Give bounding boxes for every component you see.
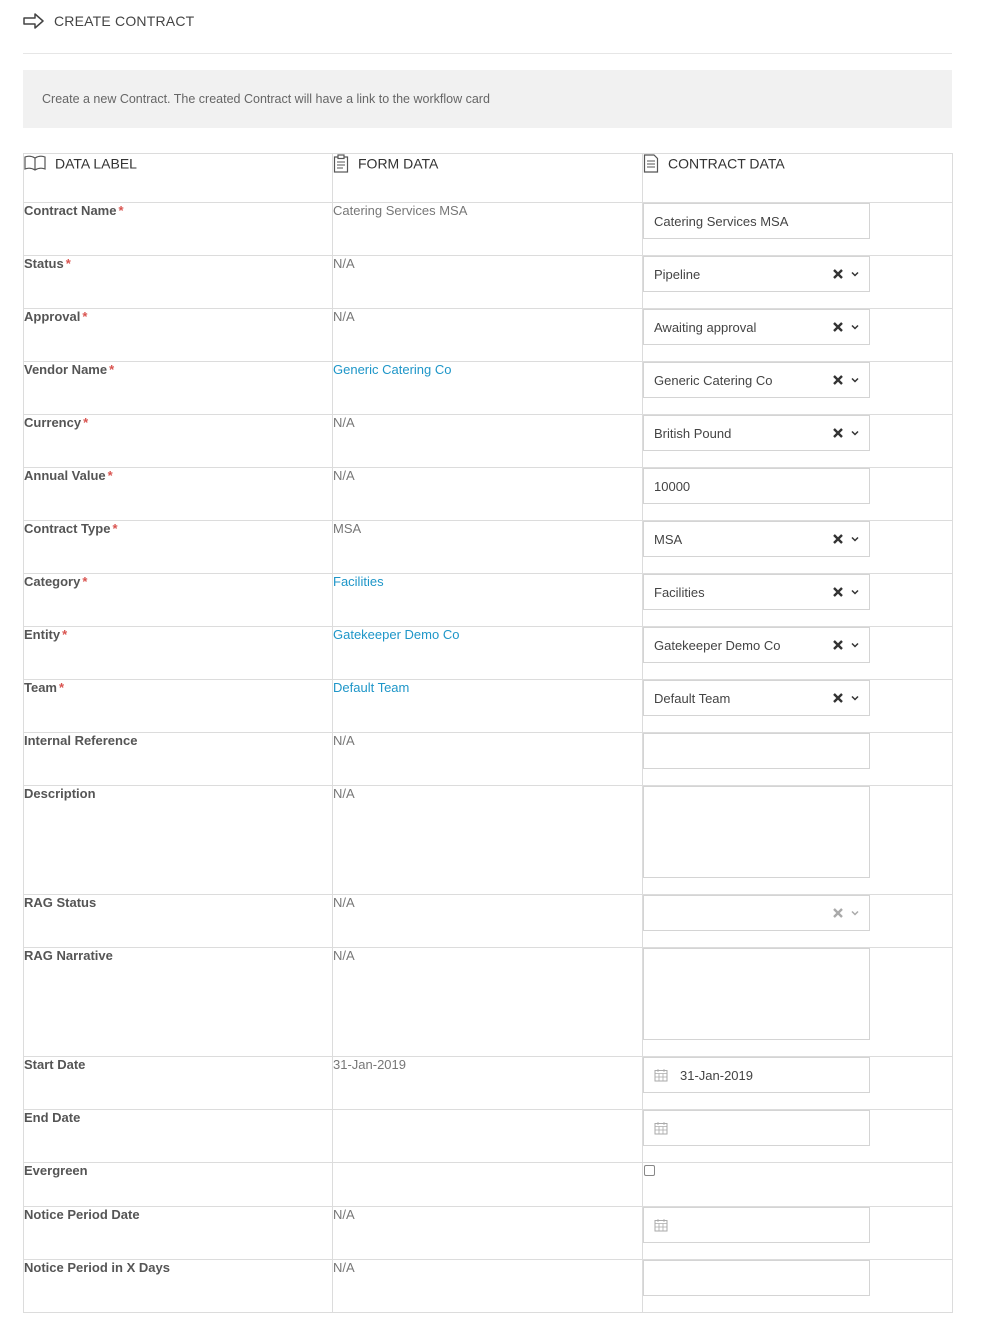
chevron-down-icon[interactable] — [850, 908, 860, 918]
required-mark: * — [107, 468, 113, 483]
notice-period-date-input[interactable] — [643, 1207, 870, 1243]
team-select[interactable]: Default Team — [643, 680, 870, 716]
field-label: Approval — [24, 309, 81, 324]
internal-reference-input[interactable] — [643, 733, 870, 769]
clear-icon[interactable] — [830, 584, 846, 600]
vendor-name-select[interactable]: Generic Catering Co — [643, 362, 870, 398]
field-label: Annual Value — [24, 468, 106, 483]
description-textarea[interactable] — [643, 786, 870, 878]
form-value: N/A — [333, 1260, 355, 1275]
form-value: N/A — [333, 256, 355, 271]
clear-icon[interactable] — [830, 319, 846, 335]
table-row — [24, 468, 953, 521]
clipboard-icon — [333, 154, 349, 173]
document-icon — [643, 154, 659, 173]
field-label: Notice Period Date — [24, 1207, 140, 1222]
form-value: N/A — [333, 415, 355, 430]
table-row — [24, 680, 953, 733]
status-select[interactable]: Pipeline — [643, 256, 870, 292]
table-row — [24, 627, 953, 680]
entity-link[interactable]: Gatekeeper Demo Co — [333, 627, 460, 642]
field-label: Category — [24, 574, 81, 589]
clear-icon[interactable] — [830, 637, 846, 653]
table-row — [24, 733, 953, 786]
form-value: MSA — [333, 521, 362, 536]
table-row — [24, 895, 953, 948]
required-mark: * — [62, 627, 68, 642]
vendor-link[interactable]: Generic Catering Co — [333, 362, 452, 377]
form-value: N/A — [333, 895, 355, 910]
header-data-label: DATA LABEL — [24, 154, 333, 203]
clear-icon[interactable] — [830, 372, 846, 388]
table-row — [24, 948, 953, 1057]
chevron-down-icon[interactable] — [850, 428, 860, 438]
table-row — [24, 203, 953, 256]
end-date-input[interactable] — [643, 1110, 870, 1146]
rag-status-select[interactable] — [643, 895, 870, 931]
approval-select[interactable]: Awaiting approval — [643, 309, 870, 345]
table-row — [24, 415, 953, 468]
currency-select[interactable]: British Pound — [643, 415, 870, 451]
required-mark: * — [109, 362, 115, 377]
evergreen-checkbox[interactable] — [644, 1165, 655, 1176]
rag-narrative-textarea[interactable] — [643, 948, 870, 1040]
field-label: Notice Period in X Days — [24, 1260, 170, 1275]
field-label: Internal Reference — [24, 733, 138, 748]
chevron-down-icon[interactable] — [850, 269, 860, 279]
table-row — [24, 786, 953, 895]
form-value: Catering Services MSA — [333, 203, 468, 218]
form-value: N/A — [333, 468, 355, 483]
table-row — [24, 1110, 953, 1163]
notice-period-days-input[interactable] — [643, 1260, 870, 1296]
field-label: Contract Type — [24, 521, 111, 536]
header-contract-data: CONTRACT DATA — [643, 154, 953, 203]
clear-icon[interactable] — [830, 905, 846, 921]
field-label: Description — [24, 786, 96, 801]
required-mark: * — [112, 521, 118, 536]
clear-icon[interactable] — [830, 425, 846, 441]
field-label: Entity — [24, 627, 61, 642]
start-date-input[interactable]: 31-Jan-2019 — [643, 1057, 870, 1093]
field-label: RAG Narrative — [24, 948, 113, 963]
chevron-down-icon[interactable] — [850, 534, 860, 544]
table-row — [24, 1163, 953, 1207]
calendar-icon[interactable] — [654, 1068, 668, 1082]
table-row — [24, 1260, 953, 1313]
info-banner: Create a new Contract. The created Contract will have a link to the workflow card — [23, 70, 952, 128]
category-link[interactable]: Facilities — [333, 574, 384, 589]
header-form-data: FORM DATA — [333, 154, 643, 203]
table-row — [24, 574, 953, 627]
page-header — [23, 0, 952, 54]
field-label: Evergreen — [24, 1163, 88, 1178]
form-value: 31-Jan-2019 — [333, 1057, 406, 1072]
calendar-icon[interactable] — [654, 1218, 668, 1232]
arrow-right-icon — [23, 13, 45, 29]
annual-value-input[interactable]: 10000 — [643, 468, 870, 504]
required-mark: * — [83, 415, 89, 430]
field-label: Vendor Name — [24, 362, 108, 377]
field-label: End Date — [24, 1110, 81, 1125]
table-row — [24, 256, 953, 309]
table-row — [24, 362, 953, 415]
field-label: Team — [24, 680, 57, 695]
entity-select[interactable]: Gatekeeper Demo Co — [643, 627, 870, 663]
table-row — [24, 1207, 953, 1260]
form-value: N/A — [333, 309, 355, 324]
required-mark: * — [59, 680, 65, 695]
form-value: N/A — [333, 948, 355, 963]
contract-name-input[interactable]: Catering Services MSA — [643, 203, 870, 239]
page-title: CREATE CONTRACT — [54, 12, 195, 29]
field-label: Start Date — [24, 1057, 86, 1072]
book-icon — [24, 155, 46, 171]
required-mark: * — [82, 309, 88, 324]
chevron-down-icon[interactable] — [850, 322, 860, 332]
chevron-down-icon[interactable] — [850, 693, 860, 703]
required-mark: * — [118, 203, 124, 218]
chevron-down-icon[interactable] — [850, 640, 860, 650]
table-row — [24, 521, 953, 574]
required-mark: * — [82, 574, 88, 589]
field-label: Contract Name — [24, 203, 117, 218]
table-header-row — [24, 154, 953, 203]
contract-type-select[interactable]: MSA — [643, 521, 870, 557]
clear-icon[interactable] — [830, 531, 846, 547]
clear-icon[interactable] — [830, 266, 846, 282]
table-row — [24, 1057, 953, 1110]
calendar-icon[interactable] — [654, 1121, 668, 1135]
form-value: N/A — [333, 733, 355, 748]
chevron-down-icon[interactable] — [850, 587, 860, 597]
team-link[interactable]: Default Team — [333, 680, 410, 695]
chevron-down-icon[interactable] — [850, 375, 860, 385]
form-value: N/A — [333, 786, 355, 801]
form-value: N/A — [333, 1207, 355, 1222]
category-select[interactable]: Facilities — [643, 574, 870, 610]
required-mark: * — [65, 256, 71, 271]
field-label: Currency — [24, 415, 82, 430]
clear-icon[interactable] — [830, 690, 846, 706]
field-label: RAG Status — [24, 895, 97, 910]
table-row — [24, 309, 953, 362]
contract-mapping-table — [23, 153, 953, 1313]
field-label: Status — [24, 256, 64, 271]
